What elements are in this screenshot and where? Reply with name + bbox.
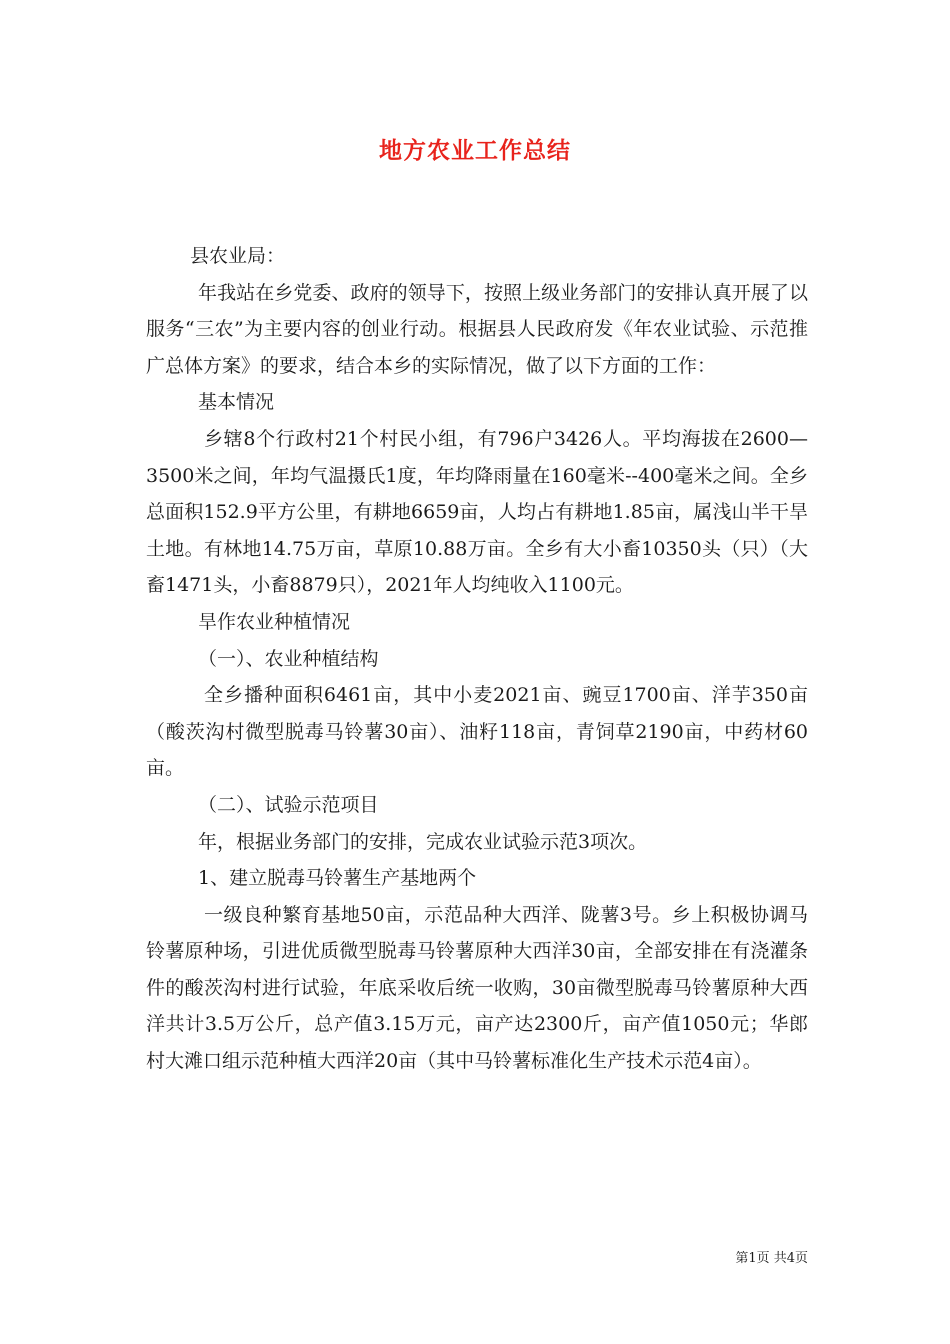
heading-demo-projects: （二）、试验示范项目 (198, 793, 379, 816)
heading-potato-base: 1、建立脱毒马铃薯生产基地两个 (198, 867, 477, 890)
paragraph-salutation: 县农业局： (190, 245, 286, 267)
document-body (146, 238, 808, 1080)
document-title: 地方农业工作总结 (379, 138, 571, 164)
paragraph-basic-situation: 乡辖8个行政村21个村民小组，有796户3426人。平均海拔在2600—3500米之间，年均气温摄氏1度，年均降雨量在160毫米--400毫米之间。全乡总面积152.9平方公里，有耕地6659亩，人均占有耕地1.85亩，属浅山半干旱土地。有林地14.75万亩，草原10.88万亩。全乡有大小畜10350头（只）（大畜1471头，小畜8879只），2021年人均纯收入1100元。 (146, 427, 808, 597)
heading-basic-situation: 基本情况 (198, 391, 275, 414)
paragraph-planting-structure: 全乡播种面积6461亩，其中小麦2021亩、豌豆1700亩、洋芋350亩（酸茨沟村微型脱毒马铃薯30亩）、油籽118亩，青饲草2190亩，中药材60亩。 (146, 684, 808, 780)
heading-planting-structure: （一）、农业种植结构 (198, 647, 379, 670)
page-footer: 第1页 共4页 (735, 1251, 808, 1266)
paragraph-demo-projects: 年，根据业务部门的安排，完成农业试验示范3项次。 (198, 830, 648, 853)
paragraph-potato-base: 一级良种繁育基地50亩，示范品种大西洋、陇薯3号。乡上积极协调马铃薯原种场，引进优质微型脱毒马铃薯原种大西洋30亩，全部安排在有浇灌条件的酸茨沟村进行试验，年底采收后统一收购，30亩微型脱毒马铃薯原种大西洋共计3.5万公斤，总产值3.15万元，亩产达2300斤，亩产值1050元；华郎村大滩口组示范种植大西洋20亩（其中马铃薯标准化生产技术示范4亩）。 (146, 903, 808, 1073)
heading-dry-farming: 旱作农业种植情况 (198, 610, 351, 633)
paragraph-intro: 年我站在乡党委、政府的领导下，按照上级业务部门的安排认真开展了以服务“三农”为主要内容的创业行动。根据县人民政府发《年农业试验、示范推广总体方案》的要求，结合本乡的实际情况，做了以下方面的工作： (146, 281, 808, 377)
